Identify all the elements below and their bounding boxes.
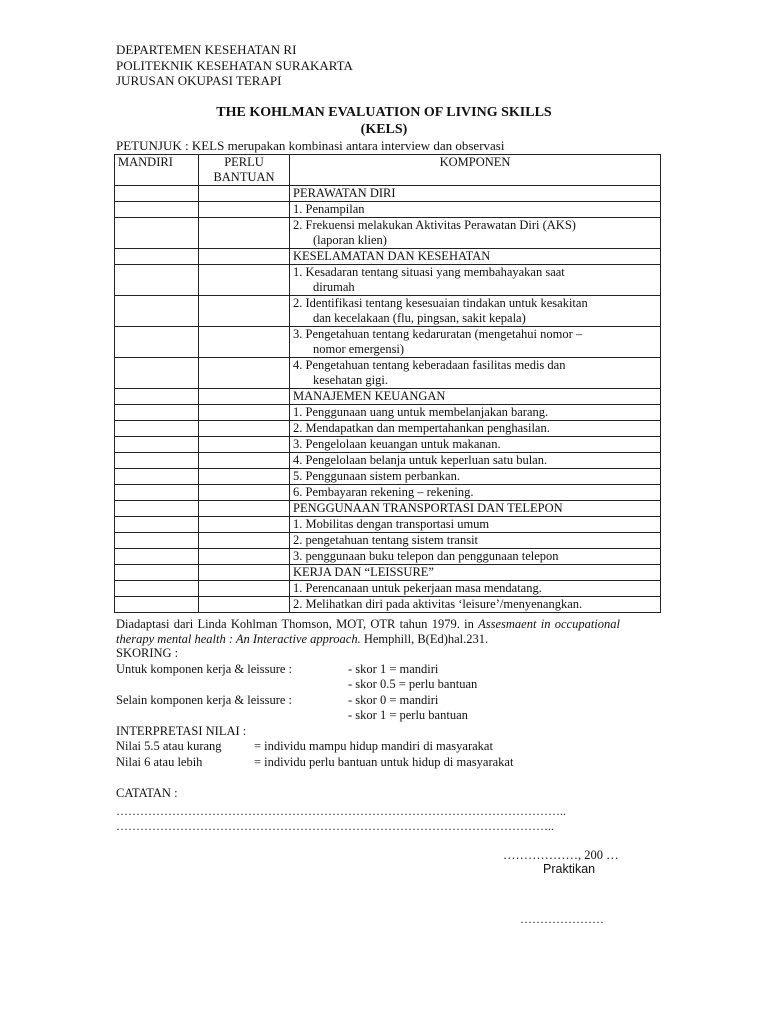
component-text-continuation: (laporan klien) [313, 233, 387, 247]
mandiri-cell[interactable] [115, 565, 199, 581]
table-row [115, 202, 661, 218]
perlu-bantuan-cell[interactable] [199, 581, 290, 597]
perlu-bantuan-cell[interactable] [199, 501, 290, 517]
table-row [115, 218, 661, 249]
perlu-bantuan-cell[interactable] [199, 218, 290, 249]
component-item [290, 597, 661, 613]
component-item [290, 581, 661, 597]
notes-heading: CATATAN : [116, 786, 178, 800]
component-text: MANAJEMEN KEUANGAN [293, 389, 446, 403]
component-text: PENGGUNAAN TRANSPORTASI DAN TELEPON [293, 501, 563, 515]
header-perlu-bantuan [199, 155, 290, 186]
component-text-continuation: nomor emergensi) [313, 342, 405, 356]
perlu-bantuan-cell[interactable] [199, 453, 290, 469]
header-komponen: KOMPONEN [290, 155, 661, 186]
interpretation-low-value: = individu mampu hidup mandiri di masyarakat [254, 739, 493, 753]
department-name: DEPARTEMEN KESEHATAN RI [116, 42, 297, 57]
major-name: JURUSAN OKUPASI TERAPI [116, 73, 282, 88]
work-score-mandiri: - skor 1 = mandiri [348, 661, 439, 676]
component-text: 4. Pengelolaan belanja untuk keperluan satu bulan. [293, 453, 548, 467]
mandiri-cell[interactable] [115, 421, 199, 437]
component-item [290, 437, 661, 453]
table-row [115, 597, 661, 613]
component-text: 4. Pengetahuan tentang keberadaan fasilitas medis dan [293, 358, 566, 372]
mandiri-cell[interactable] [115, 597, 199, 613]
other-score-mandiri: - skor 0 = mandiri [348, 692, 439, 707]
mandiri-cell[interactable] [115, 581, 199, 597]
source-part2: Hemphill, B(Ed)hal.231. [360, 632, 489, 646]
table-row [115, 453, 661, 469]
component-text: 2. Frekuensi melakukan Aktivitas Perawatan Diri (AKS) [293, 218, 576, 232]
component-item [290, 533, 661, 549]
mandiri-cell[interactable] [115, 437, 199, 453]
component-item [290, 485, 661, 501]
table-row [115, 533, 661, 549]
perlu-bantuan-cell[interactable] [199, 485, 290, 501]
component-text: KESELAMATAN DAN KESEHATAN [293, 249, 491, 263]
title-abbr: (KELS) [360, 122, 408, 137]
perlu-bantuan-cell[interactable] [199, 549, 290, 565]
interpretation-high-label: Nilai 6 atau lebih [116, 754, 203, 769]
section-title [290, 186, 661, 202]
perlu-bantuan-cell[interactable] [199, 421, 290, 437]
component-item [290, 469, 661, 485]
component-item [290, 327, 661, 358]
interpretation-heading: INTERPRETASI NILAI : [116, 723, 247, 738]
perlu-bantuan-cell[interactable] [199, 327, 290, 358]
component-item [290, 549, 661, 565]
work-score-bantuan: - skor 0.5 = perlu bantuan [348, 677, 478, 691]
perlu-bantuan-cell[interactable] [199, 565, 290, 581]
institution-header [116, 42, 353, 89]
instruction-text: PETUNJUK : KELS merupakan kombinasi antara interview dan observasi [116, 138, 505, 153]
table-row [115, 421, 661, 437]
perlu-bantuan-cell[interactable] [199, 437, 290, 453]
table-row [115, 296, 661, 327]
source-citation [116, 617, 620, 647]
component-item [290, 296, 661, 327]
component-item [290, 421, 661, 437]
component-item [290, 517, 661, 533]
perlu-bantuan-cell[interactable] [199, 296, 290, 327]
perlu-bantuan-cell[interactable] [199, 533, 290, 549]
perlu-bantuan-cell[interactable] [199, 249, 290, 265]
section-row [115, 249, 661, 265]
section-row [115, 501, 661, 517]
section-title [290, 389, 661, 405]
perlu-bantuan-cell[interactable] [199, 202, 290, 218]
mandiri-cell[interactable] [115, 327, 199, 358]
component-text: 3. Pengetahuan tentang kedaruratan (mengetahui nomor – [293, 327, 583, 341]
work-component-label: Untuk komponen kerja & leissure : [116, 661, 293, 676]
mandiri-cell[interactable] [115, 501, 199, 517]
source-title: Assesmaent in occupational therapy mental health : An Interactive approach. [116, 617, 620, 646]
mandiri-cell[interactable] [115, 186, 199, 202]
perlu-bantuan-cell[interactable] [199, 186, 290, 202]
component-item [290, 265, 661, 296]
section-title [290, 565, 661, 581]
mandiri-cell[interactable] [115, 453, 199, 469]
header-mandiri: MANDIRI [115, 155, 199, 186]
perlu-bantuan-cell[interactable] [199, 517, 290, 533]
component-text: 3. Pengelolaan keuangan untuk makanan. [293, 437, 501, 451]
section-row [115, 186, 661, 202]
source-part1: Diadaptasi dari Linda Kohlman Thomson, MOT, OTR tahun 1979. in [116, 617, 479, 631]
signature-role: Praktikan [543, 862, 596, 876]
signature-line: ………………… [520, 912, 604, 926]
mandiri-cell[interactable] [115, 218, 199, 249]
mandiri-cell[interactable] [115, 265, 199, 296]
perlu-bantuan-cell[interactable] [199, 469, 290, 485]
component-text: 1. Perencanaan untuk pekerjaan masa mendatang. [293, 581, 542, 595]
table-row [115, 265, 661, 296]
component-item [290, 218, 661, 249]
table-row [115, 358, 661, 389]
polytechnic-name: POLITEKNIK KESEHATAN SURAKARTA [116, 57, 353, 73]
interpretation-high-value: = individu perlu bantuan untuk hidup di masyarakat [254, 754, 514, 769]
scoring-heading: SKORING : [116, 646, 179, 660]
component-text: 1. Penampilan [293, 202, 365, 216]
table-body [115, 186, 661, 613]
component-item [290, 202, 661, 218]
component-text: KERJA DAN “LEISSURE” [293, 565, 434, 579]
section-title [290, 249, 661, 265]
mandiri-cell[interactable] [115, 296, 199, 327]
component-text: 2. Identifikasi tentang kesesuaian tindakan untuk kesakitan [293, 296, 588, 310]
table-row [115, 517, 661, 533]
component-text: 3. penggunaan buku telepon dan penggunaan telepon [293, 549, 559, 563]
table-row [115, 469, 661, 485]
table-row [115, 549, 661, 565]
mandiri-cell[interactable] [115, 485, 199, 501]
section-row [115, 389, 661, 405]
header-perlu-line1: PERLU [224, 155, 264, 169]
component-item [290, 453, 661, 469]
perlu-bantuan-cell[interactable] [199, 389, 290, 405]
mandiri-cell[interactable] [115, 549, 199, 565]
component-text: 1. Mobilitas dengan transportasi umum [293, 517, 490, 531]
mandiri-cell[interactable] [115, 389, 199, 405]
notes-line-1: ………………………………………………………………………………………………….. [116, 804, 566, 818]
component-text: 2. Melihatkan diri pada aktivitas ‘leisure’/menyenangkan. [293, 597, 583, 611]
perlu-bantuan-cell[interactable] [199, 405, 290, 421]
perlu-bantuan-cell[interactable] [199, 358, 290, 389]
table-row [115, 437, 661, 453]
mandiri-cell[interactable] [115, 469, 199, 485]
section-row [115, 565, 661, 581]
component-text: PERAWATAN DIRI [293, 186, 396, 200]
mandiri-cell[interactable] [115, 405, 199, 421]
table-header-row [115, 155, 661, 186]
interpretation-low-label: Nilai 5.5 atau kurang [116, 739, 222, 753]
mandiri-cell[interactable] [115, 517, 199, 533]
notes-line-2: ……………………………………………………………………………………………….. [116, 819, 554, 833]
component-text: 6. Pembayaran rekening – rekening. [293, 485, 474, 499]
perlu-bantuan-cell[interactable] [199, 597, 290, 613]
component-text: 2. pengetahuan tentang sistem transit [293, 533, 479, 547]
header-perlu-line2: BANTUAN [213, 170, 275, 184]
component-item [290, 358, 661, 389]
other-score-bantuan: - skor 1 = perlu bantuan [348, 708, 468, 722]
perlu-bantuan-cell[interactable] [199, 265, 290, 296]
document-title [0, 104, 768, 138]
component-item [290, 405, 661, 421]
other-component-label: Selain komponen kerja & leissure : [116, 692, 293, 707]
mandiri-cell[interactable] [115, 249, 199, 265]
mandiri-cell[interactable] [115, 358, 199, 389]
component-text-continuation: dan kecelakaan (flu, pingsan, sakit kepala) [313, 311, 526, 325]
component-text-continuation: kesehatan gigi. [313, 373, 388, 387]
kels-table [114, 154, 661, 613]
section-title [290, 501, 661, 517]
component-text: 2. Mendapatkan dan mempertahankan penghasilan. [293, 421, 550, 435]
component-text: 1. Kesadaran tentang situasi yang membahayakan saat [293, 265, 565, 279]
mandiri-cell[interactable] [115, 202, 199, 218]
mandiri-cell[interactable] [115, 533, 199, 549]
table-row [115, 405, 661, 421]
component-text-continuation: dirumah [313, 280, 355, 294]
component-text: 5. Penggunaan sistem perbankan. [293, 469, 460, 483]
title-main: THE KOHLMAN EVALUATION OF LIVING SKILLS [216, 105, 552, 120]
signature-date: ………………, 200 … [503, 848, 619, 862]
table-row [115, 485, 661, 501]
table-row [115, 581, 661, 597]
component-text: 1. Penggunaan uang untuk membelanjakan barang. [293, 405, 549, 419]
table-row [115, 327, 661, 358]
